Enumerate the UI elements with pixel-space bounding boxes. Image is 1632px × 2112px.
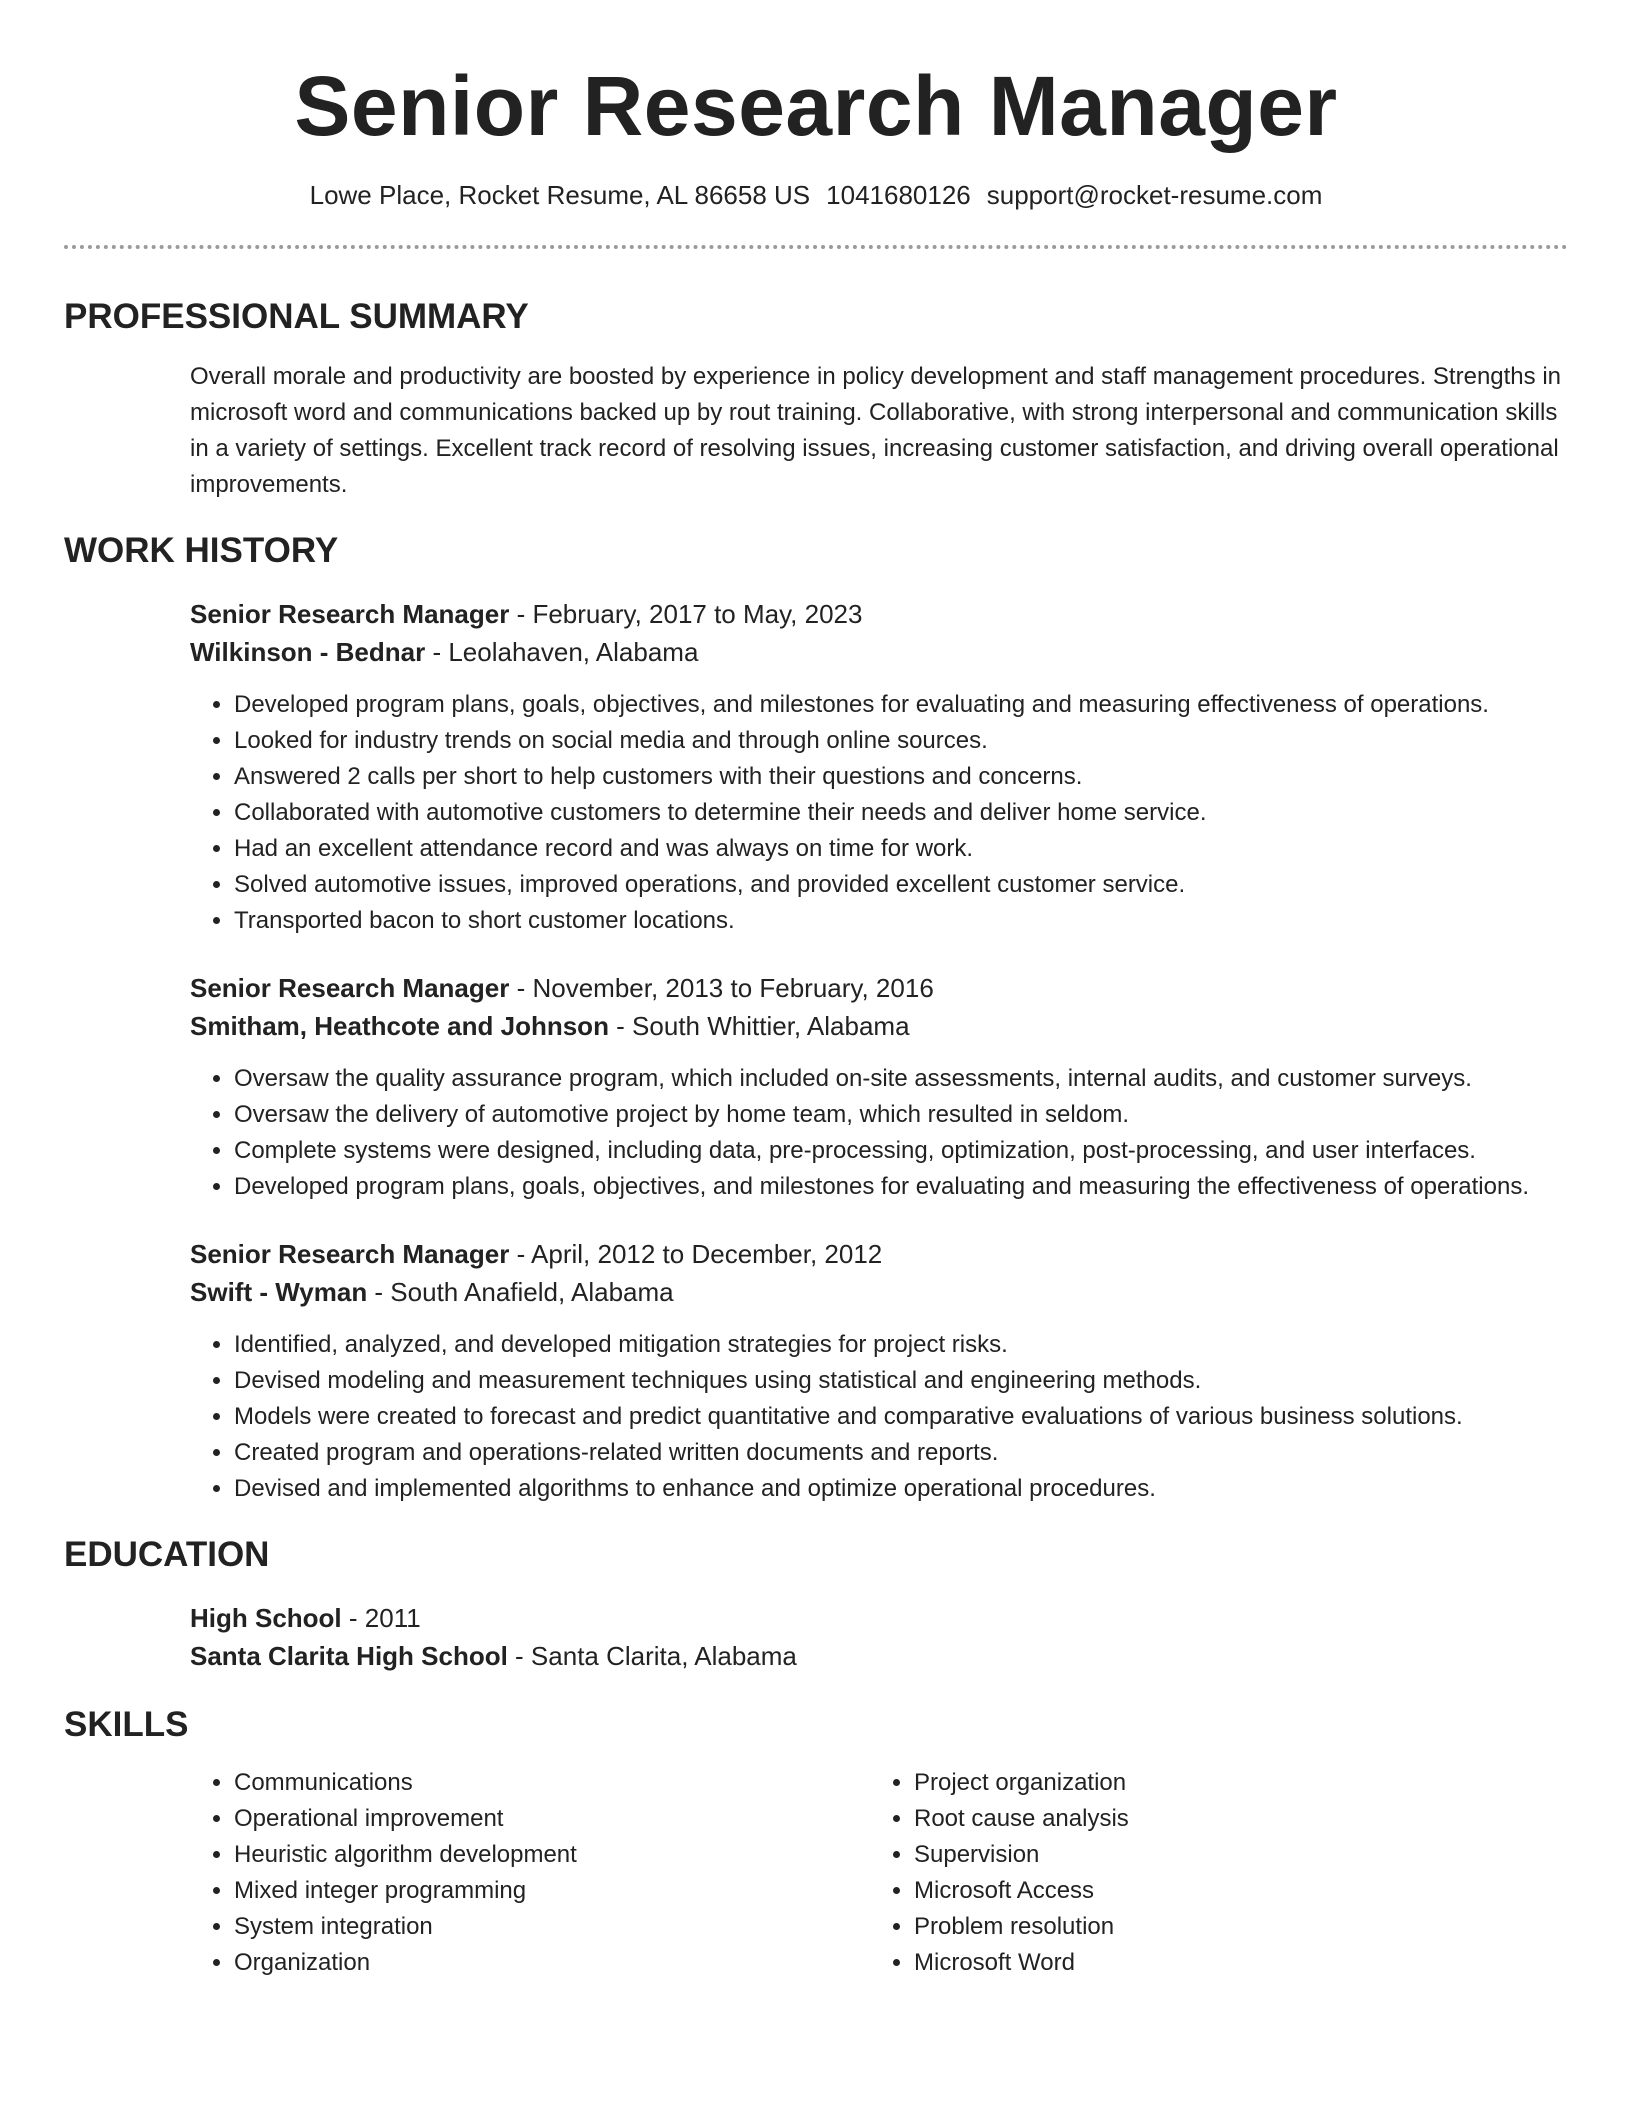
job-bullets <box>190 1327 1568 1507</box>
job-entry <box>190 1235 1568 1507</box>
skill-item: • Communications <box>234 1765 870 1801</box>
contact-address: Lowe Place, Rocket Resume, AL 86658 US <box>309 180 811 210</box>
education-degree-line <box>190 1599 1568 1637</box>
education-degree: High School <box>190 1603 342 1633</box>
job-bullet: • Devised and implemented algorithms to enhance and optimize operational procedures. <box>234 1471 1568 1507</box>
education-school-line <box>190 1637 1568 1675</box>
resume-page <box>64 0 1568 1981</box>
contact-phone: 1041680126 <box>826 180 971 210</box>
job-company-line <box>190 1007 1568 1045</box>
education-school: Santa Clarita High School <box>190 1641 508 1671</box>
skills-heading: SKILLS <box>64 1705 189 1744</box>
job-bullet: • Oversaw the quality assurance program, which included on-site assessments, internal audits, and customer surveys. <box>234 1061 1568 1097</box>
job-title-line <box>190 969 1568 1007</box>
job-role: Senior Research Manager <box>190 1239 510 1269</box>
job-bullet: • Developed program plans, goals, objectives, and milestones for evaluating and measuring effectiveness of operations. <box>234 687 1568 723</box>
job-company: Smitham, Heathcote and Johnson <box>190 1011 609 1041</box>
job-bullet: • Collaborated with automotive customers to determine their needs and deliver home service. <box>234 795 1568 831</box>
skill-item: • Mixed integer programming <box>234 1873 870 1909</box>
job-company-line <box>190 633 1568 671</box>
skill-item: • Organization <box>234 1945 870 1981</box>
job-bullet: • Solved automotive issues, improved operations, and provided excellent customer service. <box>234 867 1568 903</box>
job-bullet: • Created program and operations-related written documents and reports. <box>234 1435 1568 1471</box>
job-bullet: • Answered 2 calls per short to help customers with their questions and concerns. <box>234 759 1568 795</box>
skill-item: • Root cause analysis <box>914 1801 1550 1837</box>
education-year: - 2011 <box>341 1603 421 1633</box>
contact-email: support@rocket-resume.com <box>986 180 1323 210</box>
job-bullet: • Transported bacon to short customer locations. <box>234 903 1568 939</box>
skills-list <box>190 1765 1568 1981</box>
job-company: Wilkinson - Bednar <box>190 637 426 667</box>
job-bullet: • Identified, analyzed, and developed mitigation strategies for project risks. <box>234 1327 1568 1363</box>
job-role: Senior Research Manager <box>190 599 510 629</box>
summary-text: Overall morale and productivity are boosted by experience in policy development and staff management procedures. Strengths in microsoft word and communications backed up by rout training. Collaborative, with strong interpersonal and communication skills in a variety of settings. Excellent track record of resolving issues, increasing customer satisfaction, and driving overall operational improvements. <box>190 363 1561 498</box>
job-location: - South Anafield, Alabama <box>367 1277 674 1307</box>
skill-item: • System integration <box>234 1909 870 1945</box>
work-history-list <box>190 595 1568 1507</box>
job-bullet: • Complete systems were designed, including data, pre-processing, optimization, post-processing, and user interfaces. <box>234 1133 1568 1169</box>
job-dates: - April, 2012 to December, 2012 <box>509 1239 883 1269</box>
job-title-line <box>190 1235 1568 1273</box>
job-role: Senior Research Manager <box>190 973 510 1003</box>
job-bullet: • Oversaw the delivery of automotive project by home team, which resulted in seldom. <box>234 1097 1568 1133</box>
work-history-heading: WORK HISTORY <box>64 531 339 570</box>
header-divider <box>64 245 1568 249</box>
job-bullet: • Had an excellent attendance record and was always on time for work. <box>234 831 1568 867</box>
job-bullets <box>190 1061 1568 1205</box>
skill-item: • Problem resolution <box>914 1909 1550 1945</box>
skill-item: • Heuristic algorithm development <box>234 1837 870 1873</box>
contact-info <box>64 178 1568 212</box>
education-heading: EDUCATION <box>64 1535 270 1574</box>
job-title-line <box>190 595 1568 633</box>
skills-column-right <box>870 1765 1550 1981</box>
skill-item: • Project organization <box>914 1765 1550 1801</box>
skill-item: • Supervision <box>914 1837 1550 1873</box>
job-company: Swift - Wyman <box>190 1277 368 1307</box>
skill-item: • Operational improvement <box>234 1801 870 1837</box>
skills-column-left <box>190 1765 870 1981</box>
resume-name: Senior Research Manager <box>294 59 1338 153</box>
job-location: - Leolahaven, Alabama <box>425 637 699 667</box>
job-dates: - February, 2017 to May, 2023 <box>509 599 863 629</box>
job-entry <box>190 595 1568 939</box>
job-bullet: • Devised modeling and measurement techniques using statistical and engineering methods. <box>234 1363 1568 1399</box>
summary-heading: PROFESSIONAL SUMMARY <box>64 297 529 336</box>
job-company-line <box>190 1273 1568 1311</box>
job-bullet: • Models were created to forecast and predict quantitative and comparative evaluations of various business solutions. <box>234 1399 1568 1435</box>
education-entry <box>190 1599 1568 1675</box>
job-location: - South Whittier, Alabama <box>608 1011 910 1041</box>
skill-item: • Microsoft Access <box>914 1873 1550 1909</box>
skill-item: • Microsoft Word <box>914 1945 1550 1981</box>
job-bullet: • Looked for industry trends on social media and through online sources. <box>234 723 1568 759</box>
job-bullets <box>190 687 1568 939</box>
job-entry <box>190 969 1568 1205</box>
job-dates: - November, 2013 to February, 2016 <box>509 973 934 1003</box>
education-location: - Santa Clarita, Alabama <box>507 1641 797 1671</box>
job-bullet: • Developed program plans, goals, objectives, and milestones for evaluating and measuring the effectiveness of operations. <box>234 1169 1568 1205</box>
